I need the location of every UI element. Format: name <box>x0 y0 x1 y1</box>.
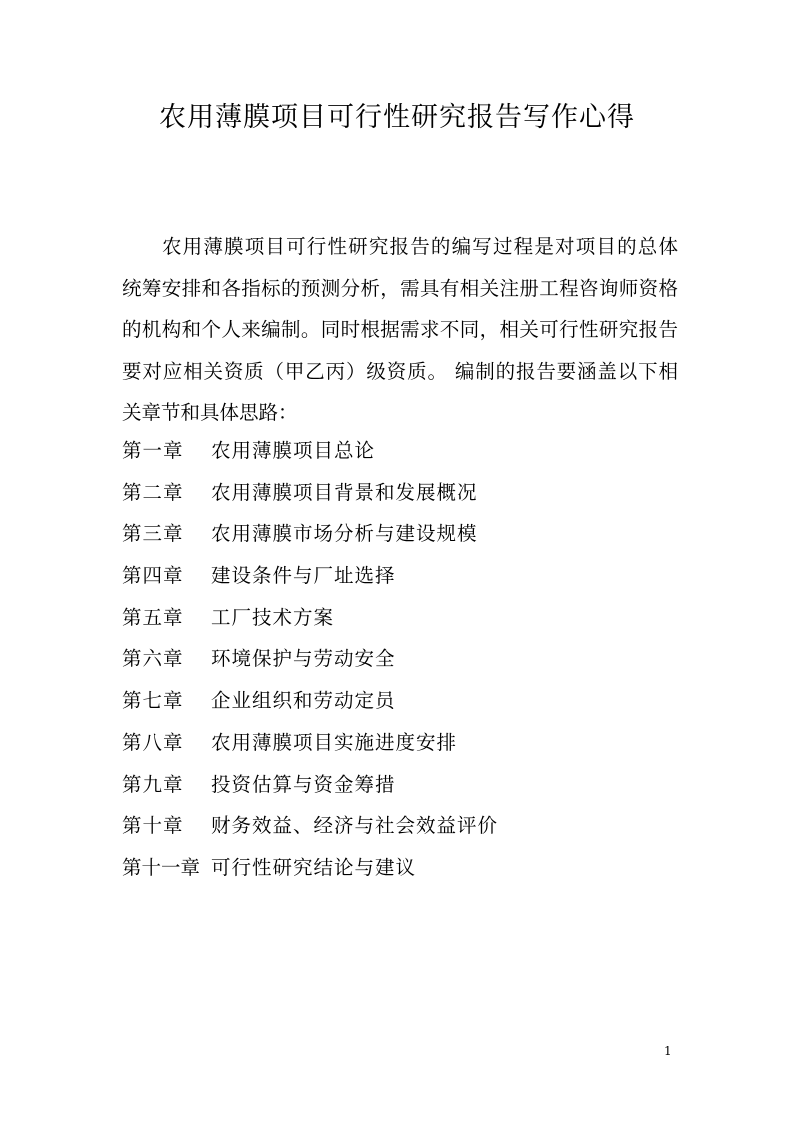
chapter-number: 第十章 <box>122 814 184 838</box>
intro-line: 农用薄膜项目可行性研究报告的编写过程是对项目的总体 <box>162 235 678 258</box>
chapter-item <box>122 805 678 847</box>
chapter-number: 第八章 <box>122 730 184 754</box>
intro-paragraph <box>122 226 678 434</box>
chapter-title: 建设条件与厂址选择 <box>211 564 396 588</box>
chapter-item <box>122 430 678 472</box>
chapter-title: 可行性研究结论与建议 <box>211 855 417 879</box>
intro-line: 的机构和个人来编制。同时根据需求不同，相关可行性研究报告 <box>122 318 678 342</box>
chapter-item <box>122 597 678 639</box>
intro-line: 要对应相关资质（甲乙丙）级资质。 编制的报告要涵盖以下相 <box>122 359 678 383</box>
chapter-number: 第四章 <box>122 564 184 588</box>
chapter-title: 农用薄膜项目背景和发展概况 <box>211 480 478 504</box>
chapter-number: 第二章 <box>122 480 184 504</box>
chapter-number: 第三章 <box>122 522 184 546</box>
chapter-number: 第一章 <box>122 439 184 462</box>
intro-line: 统筹安排和各指标的预测分析，需具有相关注册工程咨询师资格 <box>122 276 678 300</box>
chapter-title: 农用薄膜市场分析与建设规模 <box>211 522 478 546</box>
chapter-number: 第九章 <box>122 772 184 796</box>
chapter-item <box>122 680 678 722</box>
chapter-item <box>122 472 678 514</box>
intro-line: 关章节和具体思路： <box>122 401 298 425</box>
chapter-item <box>122 555 678 597</box>
chapter-number: 第六章 <box>122 647 184 671</box>
chapter-title: 财务效益、经济与社会效益评价 <box>211 814 499 838</box>
chapter-item <box>122 722 678 764</box>
chapter-title: 农用薄膜项目实施进度安排 <box>211 730 458 754</box>
chapter-number: 第七章 <box>122 689 184 713</box>
chapter-item <box>122 638 678 680</box>
chapter-item <box>122 513 678 555</box>
chapter-title: 农用薄膜项目总论 <box>211 439 376 462</box>
chapter-list <box>122 430 678 889</box>
chapter-title: 投资估算与资金筹措 <box>211 772 396 796</box>
chapter-number: 第五章 <box>122 605 184 629</box>
chapter-title: 企业组织和劳动定员 <box>211 689 396 713</box>
chapter-title: 环境保护与劳动安全 <box>211 647 396 671</box>
chapter-number: 第十一章 <box>122 855 201 879</box>
page-title: 农用薄膜项目可行性研究报告写作心得 <box>159 102 635 133</box>
page-number: 1 <box>664 1044 672 1058</box>
chapter-title: 工厂技术方案 <box>211 605 335 629</box>
chapter-item <box>122 847 678 889</box>
chapter-item <box>122 764 678 806</box>
